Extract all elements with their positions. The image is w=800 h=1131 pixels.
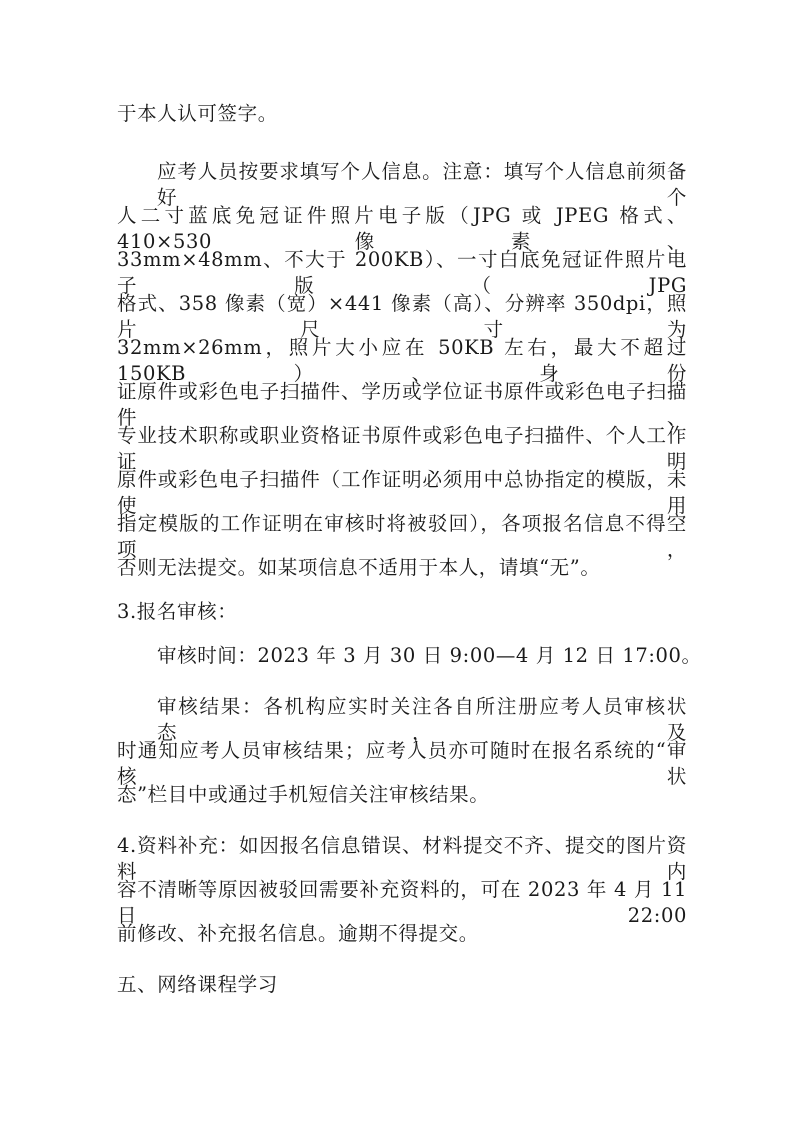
paragraph-line: 应考人员按要求填写个人信息。注意：填写个人信息前须备好个 [157, 160, 687, 209]
paragraph-line: 审核结果：各机构应实时关注各自所注册应考人员审核状态，及 [157, 695, 687, 744]
paragraph-line: 证原件或彩色电子扫描件、学历或学位证书原件或彩色电子扫描件、 [117, 380, 687, 429]
paragraph-line: 33mm×48mm、不大于 200KB）、一寸白底免冠证件照片电子版（JPG [117, 248, 687, 297]
paragraph-line: 人二寸蓝底免冠证件照片电子版（JPG 或 JPEG 格式、410×530 像素、 [117, 204, 687, 253]
paragraph-line: 态”栏目中或通过手机短信关注审核结果。 [117, 783, 490, 806]
paragraph-line: 32mm×26mm，照片大小应在 50KB 左右，最大不超过 150KB）、身份 [117, 336, 687, 385]
paragraph-line: 容不清晰等原因被驳回需要补充资料的，可在 2023 年 4 月 11 日 22:00 [117, 878, 687, 927]
paragraph-line: 前修改、补充报名信息。逾期不得提交。 [117, 922, 479, 945]
paragraph-line: 专业技术职称或职业资格证书原件或彩色电子扫描件、个人工作证明 [117, 424, 687, 473]
section-heading: 五、网络课程学习 [117, 973, 278, 996]
section-heading: 3.报名审核： [117, 600, 238, 623]
paragraph-line: 格式、358 像素（宽）×441 像素（高）、分辨率 350dpi，照片尺寸为 [117, 292, 687, 341]
paragraph-line: 4.资料补充：如因报名信息错误、材料提交不齐、提交的图片资料内 [117, 834, 687, 883]
paragraph-line: 于本人认可签字。 [117, 102, 278, 125]
paragraph-line: 时通知应考人员审核结果；应考人员亦可随时在报名系统的“审核状 [117, 739, 687, 788]
paragraph-line: 指定模版的工作证明在审核时将被驳回），各项报名信息不得空项， [117, 512, 687, 561]
paragraph-line: 审核时间：2023 年 3 月 30 日 9:00—4 月 12 日 17:00。 [157, 644, 702, 667]
paragraph-line: 原件或彩色电子扫描件（工作证明必须用中总协指定的模版，未使用 [117, 468, 687, 517]
paragraph-line: 否则无法提交。如某项信息不适用于本人，请填“无”。 [117, 556, 601, 579]
